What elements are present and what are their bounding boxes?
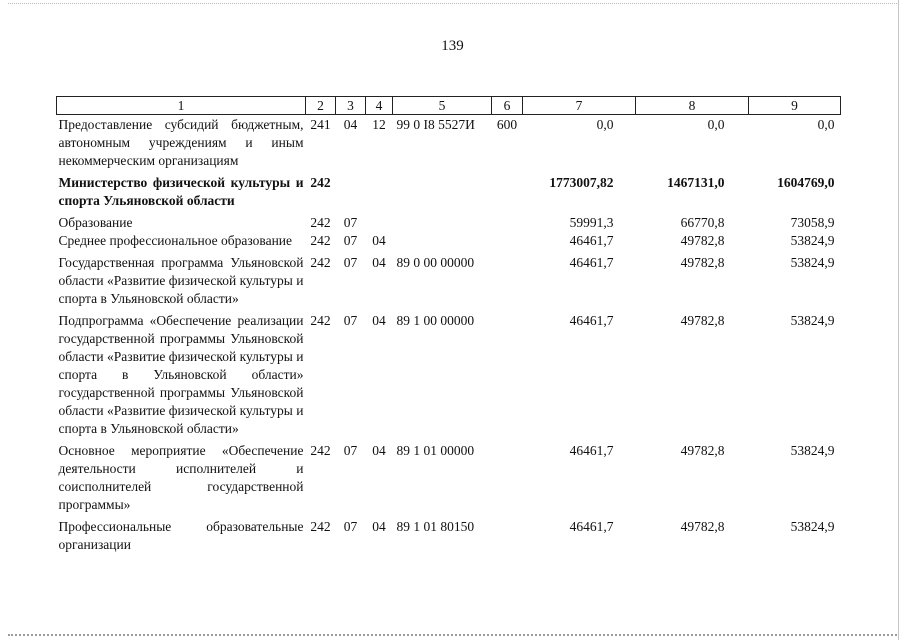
subsection-code: 12 <box>372 117 386 132</box>
table-row <box>57 232 841 250</box>
amount-col9: 53824,9 <box>790 443 835 458</box>
amount-col8: 49782,8 <box>680 519 725 534</box>
table-row <box>57 170 841 210</box>
expense-type-code: 600 <box>496 117 518 132</box>
amount-col7: 46461,7 <box>569 233 614 248</box>
grbs-code: 242 <box>310 443 331 458</box>
target-article-code: 89 1 01 00000 <box>396 443 475 458</box>
amount-col7: 46461,7 <box>569 443 614 458</box>
table-header <box>57 97 841 115</box>
column-header: 1 <box>57 97 306 115</box>
budget-table <box>56 96 841 554</box>
target-article-code <box>393 232 492 250</box>
column-header: 8 <box>636 97 749 115</box>
grbs-code: 241 <box>310 117 331 132</box>
amount-col8: 49782,8 <box>680 255 725 270</box>
amount-col7: 1773007,82 <box>549 175 614 190</box>
row-name: Профессиональные образовательные организации <box>58 519 304 552</box>
row-name: Предоставление субсидий бюджетным, автономным учреждениям и иным некоммерческим организациям <box>58 117 304 168</box>
section-code: 07 <box>343 215 358 230</box>
subsection-code: 04 <box>372 233 386 248</box>
amount-col7: 46461,7 <box>569 313 614 328</box>
amount-col8: 49782,8 <box>680 443 725 458</box>
column-header: 3 <box>336 97 366 115</box>
section-code: 07 <box>343 519 358 534</box>
section-code <box>336 170 366 210</box>
column-header: 5 <box>393 97 492 115</box>
subsection-code <box>366 170 393 210</box>
target-article-code <box>393 170 492 210</box>
amount-col7: 59991,3 <box>569 215 614 230</box>
amount-col9: 1604769,0 <box>777 175 835 190</box>
subsection-code: 04 <box>372 255 386 270</box>
amount-col8: 1467131,0 <box>667 175 725 190</box>
amount-col9: 53824,9 <box>790 233 835 248</box>
page-number: 139 <box>441 38 464 54</box>
target-article-code <box>393 210 492 232</box>
subsection-code: 04 <box>372 519 386 534</box>
grbs-code: 242 <box>310 175 331 190</box>
grbs-code: 242 <box>310 313 331 328</box>
subsection-code: 04 <box>372 313 386 328</box>
amount-col8: 49782,8 <box>680 233 725 248</box>
row-name: Министерство физической культуры и спорта Ульяновской области <box>58 175 304 208</box>
expense-type-code <box>492 210 523 232</box>
section-code: 04 <box>343 117 358 132</box>
header-row <box>57 97 841 115</box>
target-article-code: 89 1 01 80150 <box>396 519 475 534</box>
expense-type-code <box>492 438 523 514</box>
target-article-code: 99 0 I8 5527И <box>396 117 475 132</box>
scan-edge-right <box>898 0 899 640</box>
grbs-code: 242 <box>310 215 331 230</box>
scan-edge-bottom <box>8 634 897 636</box>
section-code: 07 <box>343 443 358 458</box>
target-article-code: 89 1 00 00000 <box>396 313 475 328</box>
table-row <box>57 210 841 232</box>
section-code: 07 <box>343 313 358 328</box>
amount-col9: 53824,9 <box>790 313 835 328</box>
column-header: 2 <box>306 97 336 115</box>
expense-type-code <box>492 308 523 438</box>
column-header: 4 <box>366 97 393 115</box>
row-name: Среднее профессиональное образование <box>58 233 293 248</box>
amount-col7: 46461,7 <box>569 519 614 534</box>
grbs-code: 242 <box>310 255 331 270</box>
table-row <box>57 438 841 514</box>
row-name: Государственная программа Ульяновской области «Развитие физической культуры и спорта в Ульяновской области» <box>58 255 304 306</box>
target-article-code: 89 0 00 00000 <box>396 255 475 270</box>
grbs-code: 242 <box>310 233 331 248</box>
scan-edge-top <box>8 3 897 4</box>
row-name: Основное мероприятие «Обеспечение деятельности исполнителей и соисполнителей государственной программы» <box>58 443 304 512</box>
table-row <box>57 115 841 171</box>
table-row <box>57 250 841 308</box>
row-name: Образование <box>58 215 133 230</box>
subsection-code <box>366 210 393 232</box>
amount-col8: 0,0 <box>707 117 725 132</box>
row-name: Подпрограмма «Обеспечение реализации государственной программы Ульяновской области «Развитие физической культуры и спорта в Ульяновской области» государственной программы Ульяновской области «Развитие физической культуры и спорта в Ульяновской области» <box>58 313 304 436</box>
section-code: 07 <box>343 255 358 270</box>
amount-col7: 0,0 <box>596 117 614 132</box>
expense-type-code <box>492 514 523 554</box>
expense-type-code <box>492 170 523 210</box>
expense-type-code <box>492 232 523 250</box>
table-row <box>57 514 841 554</box>
amount-col9: 73058,9 <box>790 215 835 230</box>
subsection-code: 04 <box>372 443 386 458</box>
amount-col8: 66770,8 <box>680 215 725 230</box>
amount-col9: 53824,9 <box>790 255 835 270</box>
section-code: 07 <box>343 233 358 248</box>
column-header: 7 <box>523 97 636 115</box>
amount-col7: 46461,7 <box>569 255 614 270</box>
column-header: 9 <box>749 97 841 115</box>
amount-col9: 0,0 <box>817 117 835 132</box>
table-row <box>57 308 841 438</box>
amount-col8: 49782,8 <box>680 313 725 328</box>
column-header: 6 <box>492 97 523 115</box>
table-body <box>57 115 841 555</box>
grbs-code: 242 <box>310 519 331 534</box>
expense-type-code <box>492 250 523 308</box>
amount-col9: 53824,9 <box>790 519 835 534</box>
